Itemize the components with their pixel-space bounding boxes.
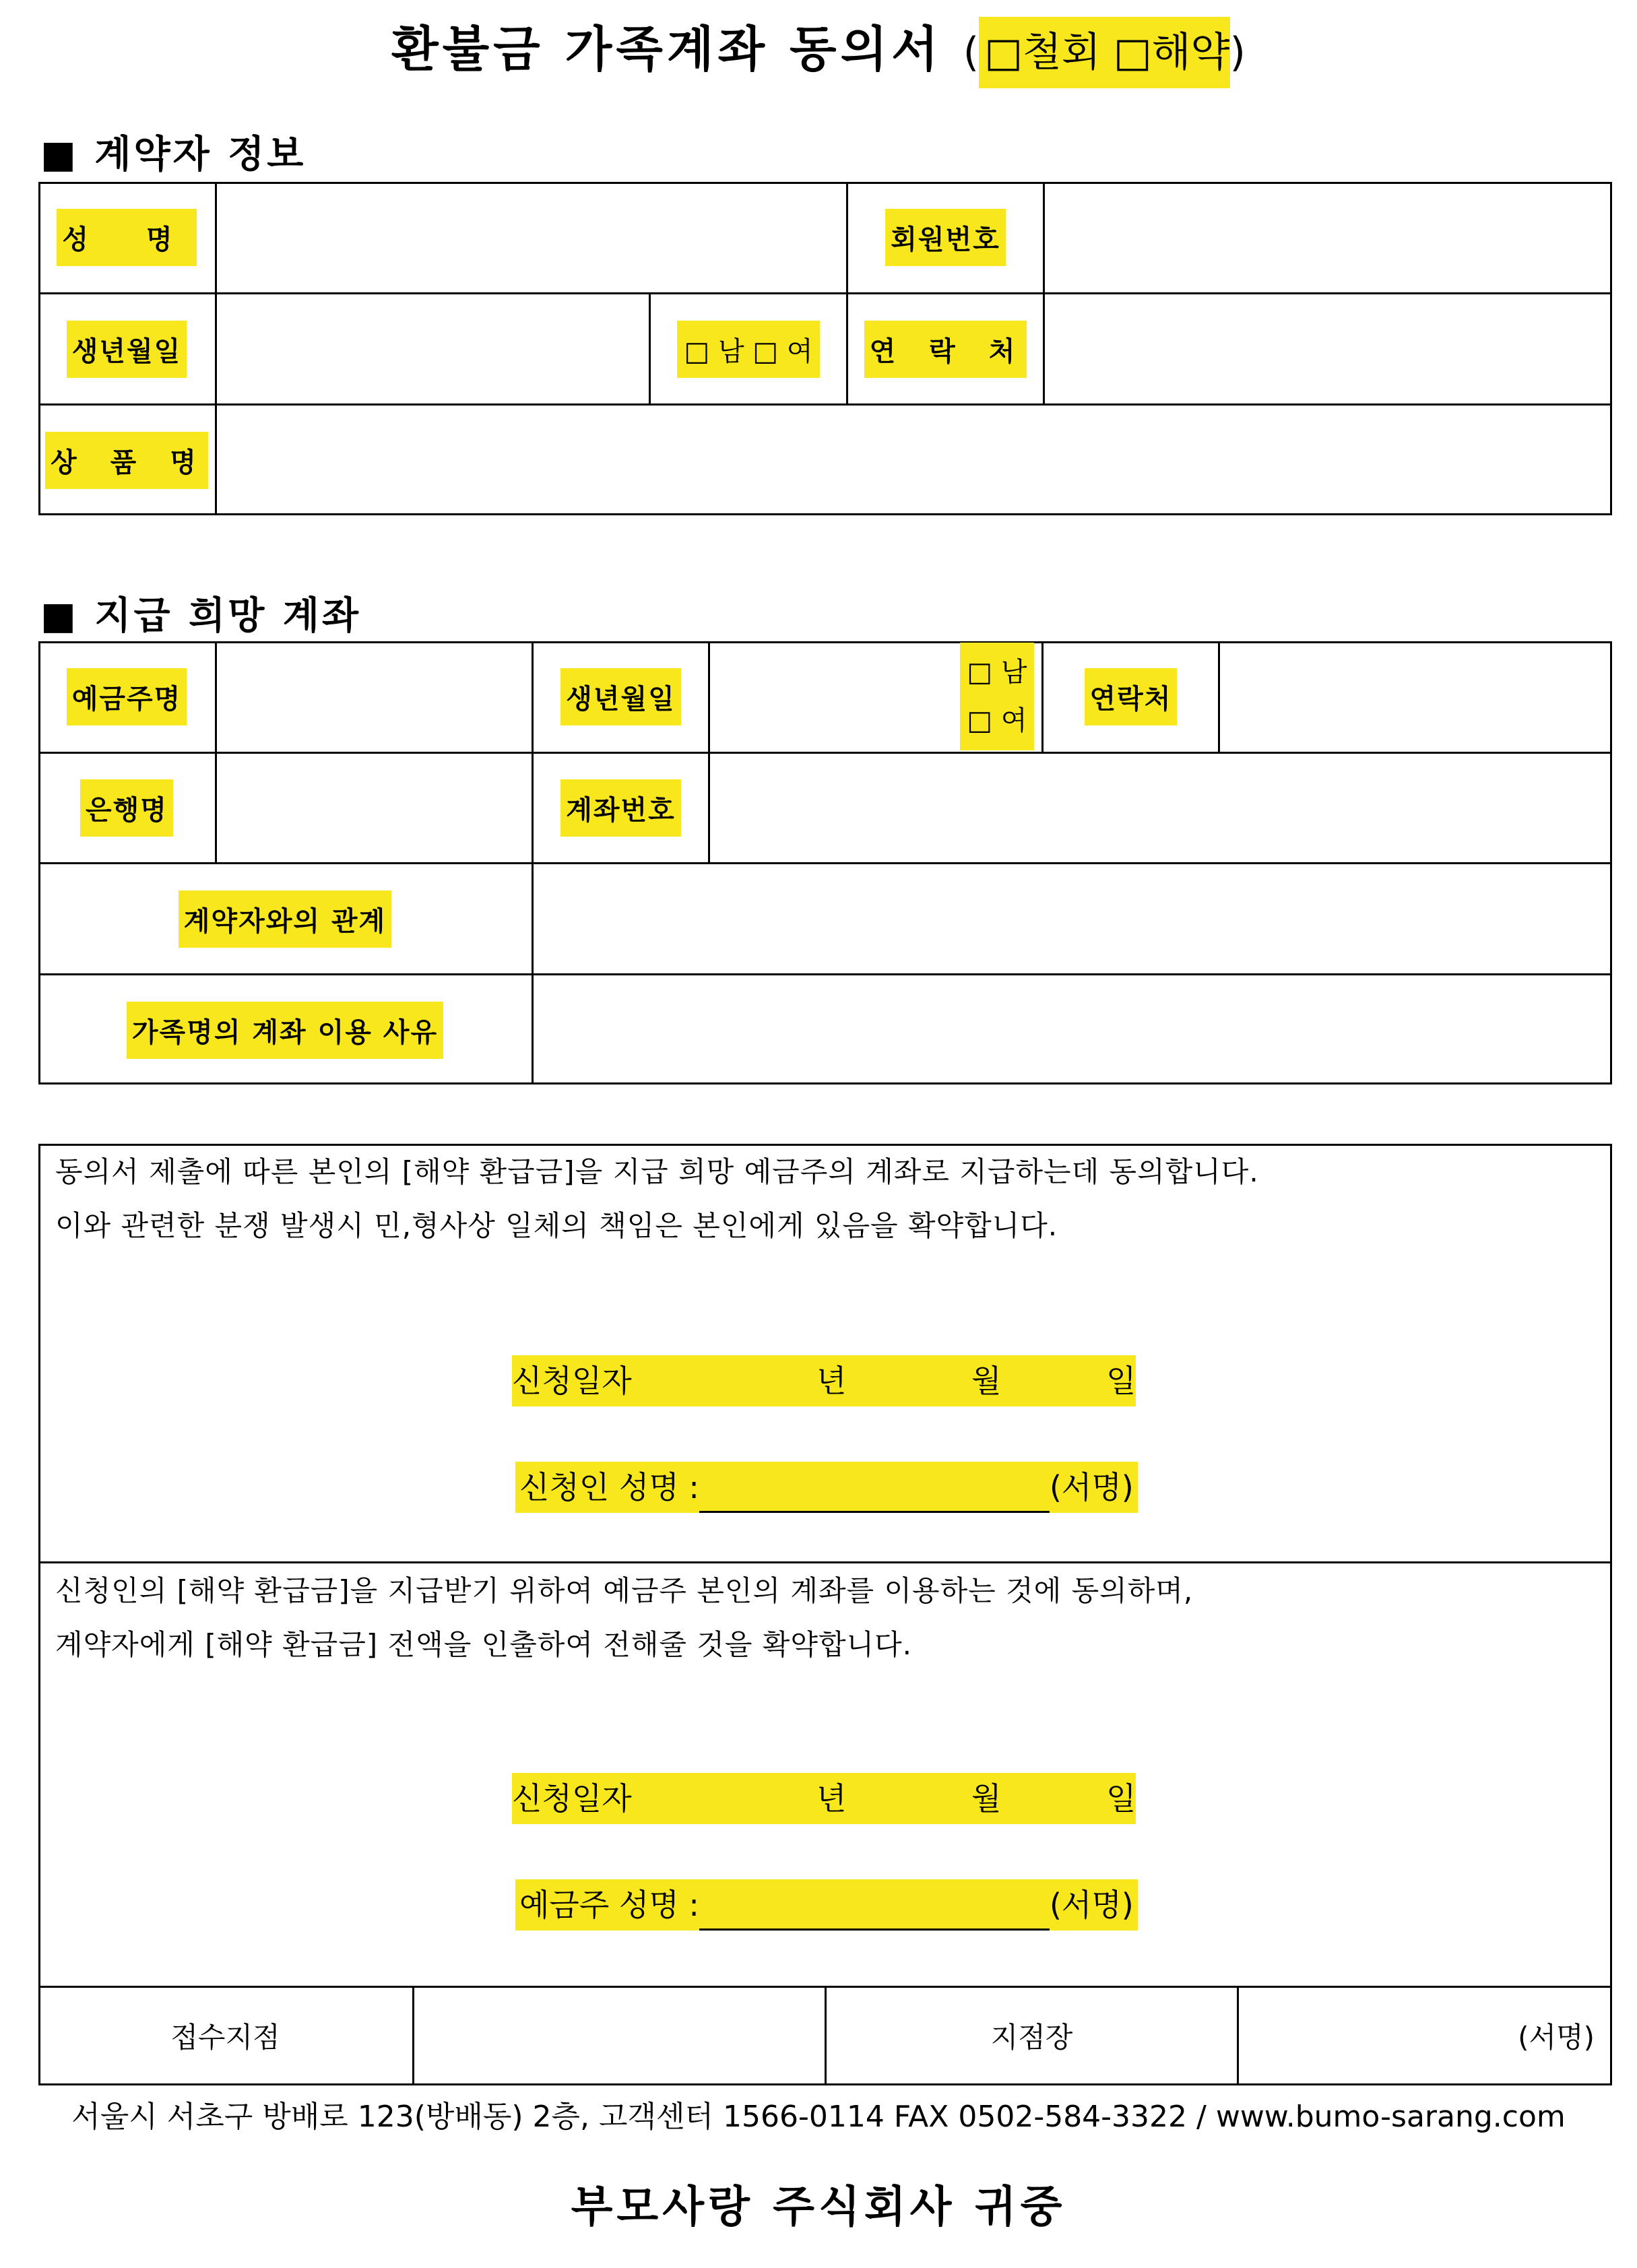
account-no-label: 계좌번호 (560, 779, 681, 837)
holder-contact-label: 연락처 (1085, 668, 1178, 725)
bank-label-cell (38, 754, 215, 862)
company-address: 서울시 서초구 방배로 123(방배동) 2층, 고객센터 1566-0114 FAX 0502-584-3322 / www.bumo-sarang.com (71, 2100, 1566, 2134)
option-withdraw-checkbox[interactable]: □철회 □해약 (979, 17, 1229, 88)
consent2-line1: 신청인의 [해약 환급금]을 지급받기 위하여 예금주 본인의 계좌를 이용하는 것에 동의하며, (55, 1574, 1194, 1607)
member-no-input[interactable] (1045, 184, 1611, 292)
option-cancel-checkbox[interactable]: □해약 (1113, 29, 1230, 76)
title-options-open: ( (963, 29, 980, 76)
recipient-company: 부모사랑 주식회사 귀중 (571, 2182, 1066, 2232)
consent2-day: 일 (1106, 1780, 1136, 1817)
consent2-line2: 계약자에게 [해약 환급금] 전액을 인출하여 전해줄 것을 확약합니다. (55, 1628, 913, 1661)
consent1-day: 일 (1106, 1363, 1136, 1399)
consent1-date-row[interactable] (512, 1355, 1136, 1406)
consent2-year: 년 (816, 1780, 847, 1817)
manager-label: 지점장 (990, 2021, 1073, 2054)
account-no-label-cell (534, 754, 708, 862)
consent1-year: 년 (816, 1363, 847, 1399)
consent1-sign-row[interactable] (515, 1462, 1138, 1513)
holder-gender-cell[interactable] (953, 641, 1041, 752)
holder-input[interactable] (217, 643, 532, 752)
holder-birth-label: 생년월일 (560, 668, 681, 725)
birth-input[interactable] (217, 294, 649, 403)
reason-label-cell (38, 975, 532, 1084)
branch-label-cell (38, 1988, 412, 2083)
holder-label-cell (38, 641, 215, 752)
consent1-sign-field[interactable] (699, 1481, 1050, 1513)
account-section-title: ■ 지급 희망 계좌 (40, 594, 361, 638)
name-label-cell (38, 182, 215, 292)
consent1-line2: 이와 관련한 분쟁 발생시 민,형사상 일체의 책임은 본인에게 있음을 확약합니다. (55, 1209, 1058, 1242)
document-title (0, 12, 1637, 86)
contact-label-cell (848, 294, 1043, 403)
consent1-sign-label: 신청인 성명 : (519, 1469, 699, 1505)
consent1-line1: 동의서 제출에 따른 본인의 [해약 환급금]을 지급 희망 예금주의 계좌로 지급하는데 동의합니다. (55, 1155, 1259, 1188)
relation-label-cell (38, 864, 532, 973)
holder-gender-female[interactable]: □ 여 (967, 705, 1027, 736)
holder-gender-male[interactable]: □ 남 (967, 657, 1027, 688)
name-label: 성 명 (57, 209, 196, 266)
account-no-input[interactable] (710, 754, 1611, 862)
product-label-cell (38, 406, 215, 515)
manager-sign-field[interactable] (1239, 1988, 1611, 2083)
consent2-date-label: 신청일자 (512, 1780, 632, 1817)
relation-input[interactable] (534, 864, 1611, 973)
member-no-label-cell (848, 182, 1043, 292)
product-label: 상 품 명 (45, 432, 208, 489)
holder-label: 예금주명 (67, 668, 187, 725)
holder-contact-input[interactable] (1220, 643, 1611, 752)
member-no-label: 회원번호 (885, 209, 1006, 266)
branch-input[interactable] (414, 1988, 825, 2083)
bank-label: 은행명 (80, 779, 173, 837)
consent2-sign-suffix: (서명) (1049, 1887, 1134, 1923)
title-options-close: ) (1229, 29, 1246, 76)
branch-label: 접수지점 (170, 2021, 280, 2054)
consent2-month: 월 (971, 1780, 1002, 1817)
name-input[interactable] (217, 184, 846, 292)
contractor-section-title: ■ 계약자 정보 (40, 133, 307, 176)
consent1-sign-suffix: (서명) (1049, 1469, 1134, 1505)
holder-birth-label-cell (534, 641, 708, 752)
birth-label: 생년월일 (67, 321, 187, 378)
consent2-date-row[interactable] (512, 1773, 1136, 1824)
manager-label-cell (827, 1988, 1237, 2083)
consent2-sign-row[interactable] (515, 1879, 1138, 1931)
gender-cell[interactable] (651, 294, 846, 403)
consent2-sign-field[interactable] (699, 1899, 1050, 1931)
consent1-month: 월 (971, 1363, 1002, 1399)
contact-label: 연 락 처 (864, 321, 1027, 378)
birth-label-cell (38, 294, 215, 403)
holder-contact-label-cell (1044, 641, 1218, 752)
consent1-date-label: 신청일자 (512, 1363, 632, 1399)
title-text: 환불금 가족계좌 동의서 (391, 21, 942, 77)
manager-sign-suffix: (서명) (1518, 2021, 1595, 2054)
gender-checkboxes[interactable]: □ 남 □ 여 (677, 321, 819, 378)
holder-birth-input[interactable] (710, 643, 953, 752)
product-input[interactable] (217, 406, 1611, 513)
contact-input[interactable] (1045, 294, 1611, 403)
bank-input[interactable] (217, 754, 532, 862)
consent2-sign-label: 예금주 성명 : (519, 1887, 699, 1923)
reason-label: 가족명의 계좌 이용 사유 (127, 1002, 443, 1059)
reason-input[interactable] (534, 975, 1611, 1082)
holder-gender-checkboxes[interactable] (960, 643, 1033, 750)
relation-label: 계약자와의 관계 (179, 890, 391, 948)
